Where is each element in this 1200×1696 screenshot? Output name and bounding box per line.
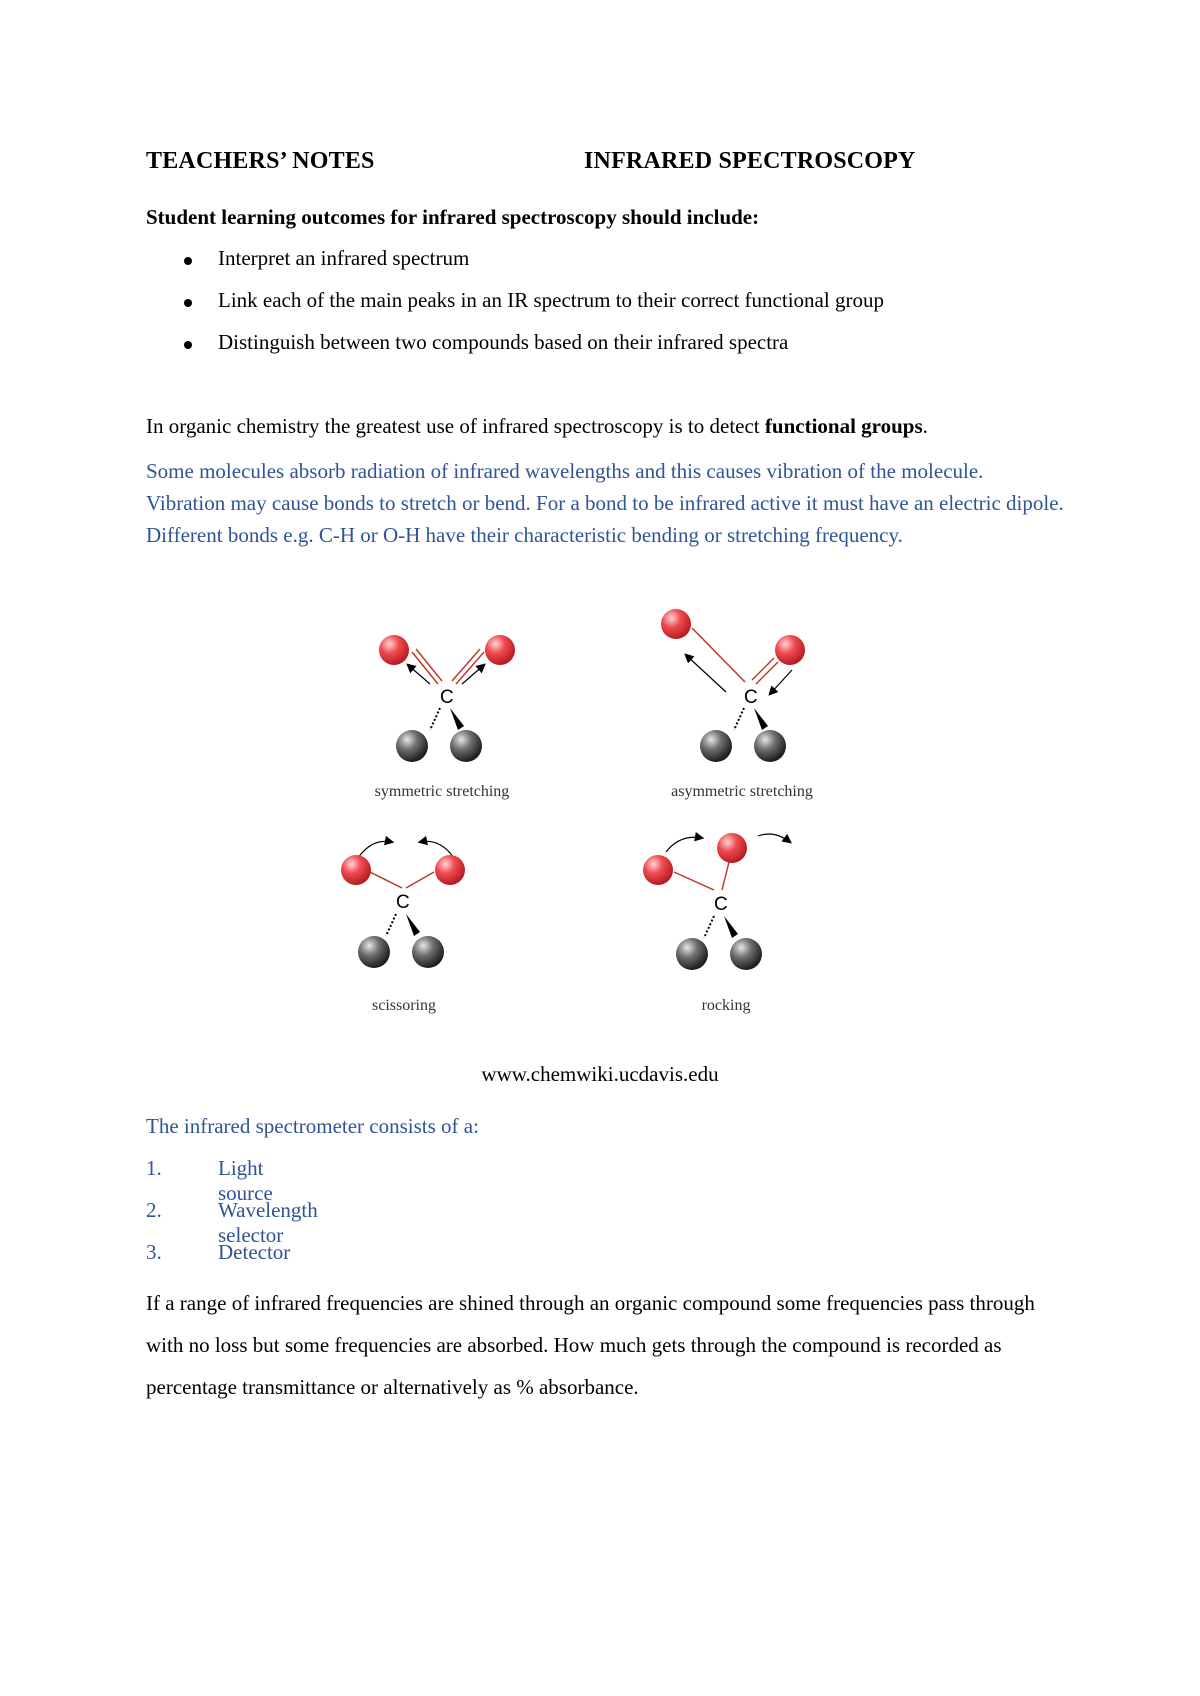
outcomes-title: Student learning outcomes for infrared spectroscopy should include: — [146, 205, 760, 229]
carbon-label: C — [440, 687, 454, 708]
scissoring-label: scissoring — [372, 997, 436, 1014]
asymmetric-label: asymmetric stretching — [671, 783, 813, 800]
bullet-icon — [184, 299, 192, 307]
carbon-label: C — [396, 892, 410, 913]
intro-paragraph: In organic chemistry the greatest use of infrared spectroscopy is to detect functional groups. — [146, 414, 928, 438]
header-right: INFRARED SPECTROSCOPY — [584, 148, 916, 174]
list-item: Interpret an infrared spectrum — [146, 246, 884, 288]
bullet-icon — [184, 341, 192, 349]
vibration-paragraph: Some molecules absorb radiation of infrared wavelengths and this causes vibration of the molecule. Vibration may cause bonds to stretch or bend. For a bond to be infrared active it must have an electric dipole. Different bonds e.g. C-H or O-H have their characteristic bending or stretching frequency. — [146, 459, 1064, 547]
spectrometer-title: The infrared spectrometer consists of a: — [146, 1114, 479, 1138]
bullet-icon — [184, 257, 192, 265]
carbon-label: C — [714, 894, 728, 915]
asymmetric-stretching-diagram — [661, 609, 813, 800]
scissoring-diagram — [341, 841, 465, 1014]
outcomes-list — [146, 246, 884, 372]
rocking-label: rocking — [701, 997, 751, 1014]
figure-source: www.chemwiki.ucdavis.edu — [481, 1062, 719, 1086]
carbon-label: C — [744, 687, 758, 708]
list-item: Distinguish between two compounds based on their infrared spectra — [146, 330, 884, 372]
intro-bold: functional groups — [764, 414, 923, 438]
symmetric-stretching-diagram — [375, 635, 515, 800]
transmittance-paragraph: If a range of infrared frequencies are shined through an organic compound some frequencies pass through with no loss but some frequencies are absorbed. How much gets through the compound is recorded as percentage transmittance or alternatively as % absorbance. — [146, 1291, 1035, 1399]
document-page: TEACHERS’ NOTES INFRARED SPECTROSCOPY Student learning outcomes for infrared spectroscopy should include: Interpret an infrared spectrum Link each of the main peaks in an IR spectrum to their correct functional group Distinguish between two compounds based on their infrared spectra In organic chemistry the greatest use of infrared spectroscopy is to detect functional groups. Some molecules absorb radiation of infrared wavelengths and this causes vibration of the molecule. Vibration may cause bonds to stretch or bend. For a bond to be infrared active it must have an electric dipole. Different bonds e.g. C-H or O-H have their characteristic bending or stretching frequency. C symmetric stretching C asymmetric stretching C scissoring C rocking www.chemwiki.ucdavis.edu The infrared spectrometer consists of a: 1. Light source 2. Wavelength selector 3. Detector If a range of infrared frequencies are shined through an organic compound some frequencies pass through with no loss but some frequencies are absorbed. How much gets through the compound is recorded as percentage transmittance or alternatively as % absorbance. — [0, 0, 1200, 1696]
rocking-diagram — [643, 833, 790, 1014]
vibration-modes-figure — [330, 600, 890, 1040]
header-left: TEACHERS’ NOTES — [146, 148, 375, 174]
list-item: Link each of the main peaks in an IR spectrum to their correct functional group — [146, 288, 884, 330]
page-header — [146, 148, 1046, 182]
symmetric-label: symmetric stretching — [374, 783, 510, 800]
